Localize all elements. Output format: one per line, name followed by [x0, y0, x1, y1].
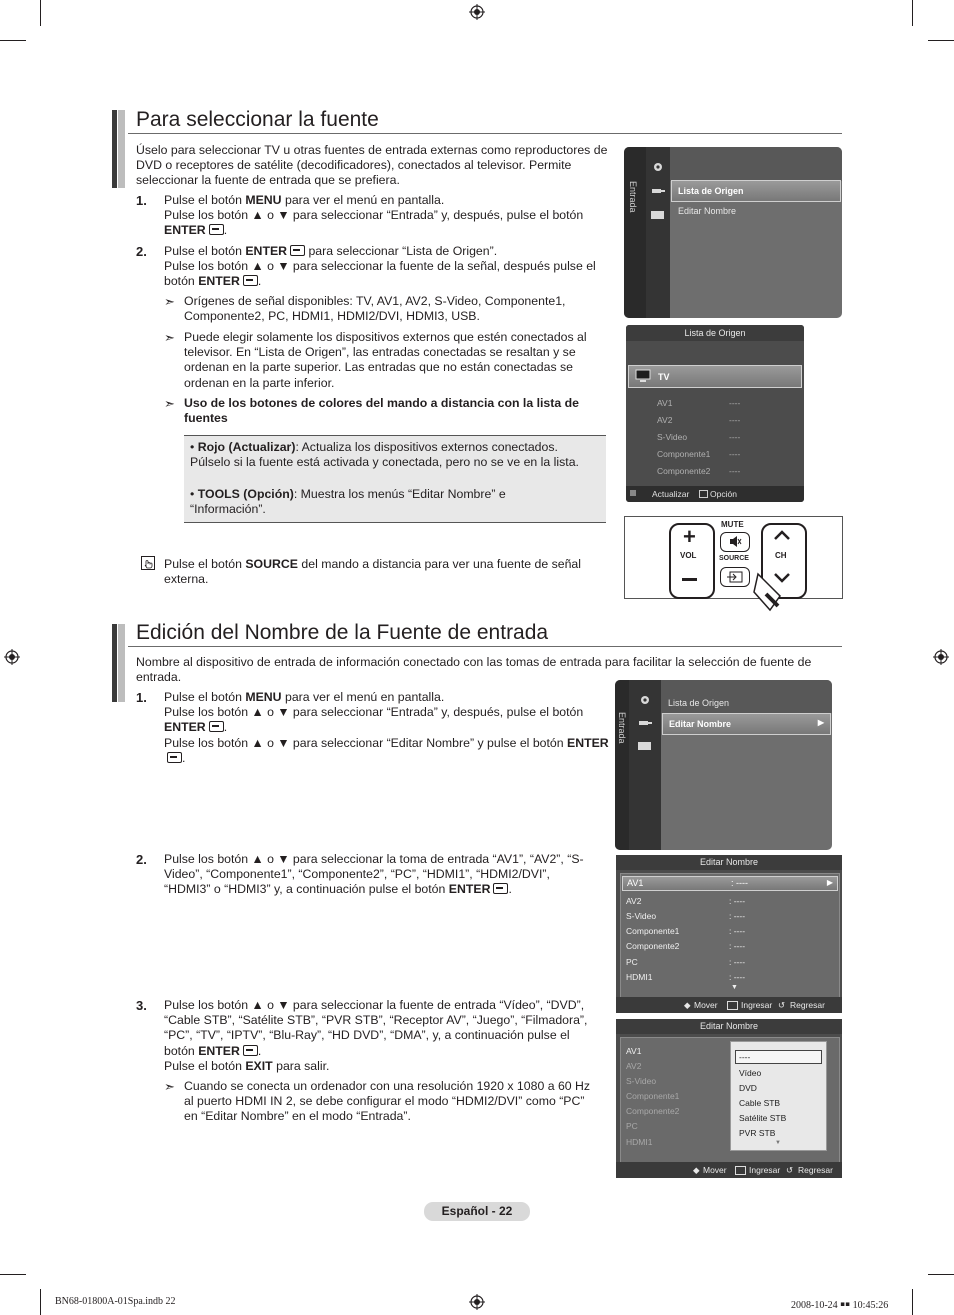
note-arrow-icon: ➣ — [164, 330, 175, 345]
source-list-title: Lista de Origen — [626, 325, 804, 341]
note-arrow-icon: ➣ — [164, 396, 175, 411]
section-title: Para seleccionar la fuente — [136, 108, 379, 131]
ch-label: CH — [775, 551, 787, 560]
input-plug-icon — [650, 185, 666, 197]
crop-mark — [0, 40, 26, 41]
step-number: 2. — [136, 852, 147, 867]
editar-row[interactable]: PC — [626, 1121, 638, 1131]
editar-row[interactable]: Componente2 — [626, 1106, 680, 1116]
source-list-footer: Actualizar Opción — [626, 486, 804, 502]
scroll-down-icon[interactable]: ▼ — [731, 984, 738, 991]
crop-mark — [928, 40, 954, 41]
step-line: Pulse el botón MENU para ver el menú en pantalla. — [164, 690, 445, 704]
ch-up-icon[interactable] — [773, 529, 791, 541]
info-item: • TOOLS (Opción): Muestra los menús “Editar Nombre” e “Información”. — [190, 487, 506, 517]
vol-label: VOL — [680, 551, 697, 560]
step-line: Pulse los botón ▲ o ▼ para seleccionar la fuente de entrada “Vídeo”, “DVD”, “Cable STB”, “Satélite STB”, “PVR STB”, “Receptor AV”, “Juego”, “Filmadora”, “PC”, “TV”, “IPTV”, “Blu-Ray”, “HD DVD”, “DMA”, y, a continuación pulse el botón ENTER . — [164, 998, 588, 1058]
menu-top-band — [670, 147, 842, 181]
step-text — [164, 244, 612, 290]
editar-row[interactable]: HDMI1 : ---- — [626, 972, 746, 982]
registration-mark-icon — [4, 649, 20, 665]
enter-icon — [727, 1001, 738, 1010]
source-row[interactable]: AV2 ---- — [657, 415, 741, 425]
note-text: Puede elegir solamente los dispositivos externos que estén conectados al televisor. En “Lista de Origen”, las entradas conectadas se resaltan y se ordenan en la parte superior. Las entradas que no están conectadas se ordenan en la parte inferior. — [184, 330, 587, 390]
return-icon: ↺ — [778, 1000, 786, 1010]
move-icon: ◆ — [693, 1165, 700, 1175]
step-number: 3. — [136, 998, 147, 1013]
editar-row[interactable]: AV1 — [626, 1046, 642, 1056]
section-title: Edición del Nombre de la Fuente de entrada — [136, 621, 549, 644]
step-line: Pulse los botón ▲ o ▼ para seleccionar “Entrada” y, después, pulse el botón ENTER . — [164, 705, 584, 735]
menu-top-band — [661, 680, 832, 713]
red-button-icon — [630, 490, 636, 496]
editar-nombre-footer: ◆ Mover Ingresar ↺ Regresar — [616, 1162, 842, 1178]
screen-icon — [637, 740, 653, 752]
editar-row[interactable]: HDMI1 — [626, 1137, 653, 1147]
arrow-right-icon: ▶ — [826, 878, 833, 887]
enter-icon — [243, 1045, 258, 1056]
note-arrow-icon: ➣ — [164, 1079, 175, 1094]
dropdown-selected[interactable]: ---- — [735, 1050, 822, 1064]
heading-bar — [112, 624, 117, 702]
enter-icon — [209, 224, 224, 235]
step-line: Pulse los botón ▲ o ▼ para seleccionar la fuente de la señal, después pulse el botón ENTER . — [164, 259, 596, 289]
arrow-right-icon: ▶ — [817, 718, 824, 727]
gear-icon — [650, 161, 666, 173]
editar-row[interactable]: Componente1 — [626, 1091, 680, 1101]
step-text — [164, 690, 610, 766]
vol-plus-icon[interactable]: + — [683, 524, 696, 549]
step-line: Pulse el botón EXIT para salir. — [164, 1058, 330, 1073]
editar-row[interactable]: S-Video : ---- — [626, 911, 746, 921]
mute-label: MUTE — [721, 520, 744, 529]
tools-icon — [699, 490, 708, 498]
vol-minus-icon[interactable] — [682, 578, 697, 581]
crop-mark — [928, 1274, 954, 1275]
heading-rule — [128, 133, 842, 134]
source-item-tv[interactable]: TV — [628, 365, 802, 388]
source-row[interactable]: Componente1 ---- — [657, 449, 741, 459]
enter-icon — [209, 721, 224, 732]
editar-row[interactable]: AV2 : ---- — [626, 896, 746, 906]
step-number: 2. — [136, 244, 147, 259]
mute-button[interactable] — [720, 532, 750, 552]
gear-icon — [637, 694, 653, 706]
editar-nombre-title: Editar Nombre — [616, 1019, 842, 1034]
editar-nombre-list — [620, 873, 840, 998]
menu-item-editar-nombre[interactable]: Editar Nombre — [678, 206, 737, 216]
menu-side-label: Entrada — [617, 712, 627, 744]
menu-item-lista-de-origen[interactable]: Lista de Origen — [671, 180, 841, 202]
print-file-info: BN68-01800A-01Spa.indb 22 — [55, 1296, 176, 1307]
editar-row[interactable]: S-Video — [626, 1076, 657, 1086]
page-number: Español - 22 — [424, 1202, 530, 1221]
menu-sidebar — [624, 147, 646, 318]
source-row[interactable]: S-Video ---- — [657, 432, 741, 442]
source-button[interactable] — [720, 567, 750, 587]
heading-bar — [118, 624, 125, 702]
step-line: Pulse el botón MENU para ver el menú en pantalla. — [164, 193, 445, 207]
enter-icon — [243, 275, 258, 286]
step-text: Pulse los botón ▲ o ▼ para seleccionar la toma de entrada “AV1”, “AV2”, “S-Video”, “Componente1”, “Componente2”, “PC”, “HDMI1”, “HDMI2/DVI”, “HDMI3” o “HDMI3” y, a continuación pulse el botón ENTER . — [164, 852, 584, 897]
menu-sidebar — [615, 680, 629, 850]
step-line: Pulse el botón ENTER para seleccionar “Lista de Origen”. — [164, 244, 498, 258]
step-text — [164, 998, 594, 1074]
registration-mark-icon — [469, 1294, 485, 1310]
heading-bar — [112, 110, 117, 188]
menu-item-lista-de-origen[interactable]: Lista de Origen — [668, 698, 730, 708]
osd-editar-nombre — [616, 855, 842, 1013]
name-dropdown — [730, 1041, 827, 1151]
note-arrow-icon: ➣ — [164, 294, 175, 309]
intro-text: Nombre al dispositivo de entrada de información conectado con las tomas de entrada para facilitar la selección de fuente de entrada. — [136, 655, 812, 685]
crop-mark — [912, 1289, 913, 1315]
note-text: Cuando se conecta un ordenador con una resolución 1920 x 1080 a 60 Hz al puerto HDMI IN 2, se debe configurar el modo “HDMI2/DVI” como “PC” en “Editar Nombre” en el modo “Entrada”. — [184, 1079, 591, 1124]
osd-entrada-menu — [624, 147, 842, 318]
note-text: Orígenes de señal disponibles: TV, AV1, AV2, S-Video, Componente1, Componente2, PC, HDMI1, HDMI2/DVI, HDMI3, USB. — [184, 294, 566, 324]
source-icon — [727, 571, 743, 583]
osd-source-list — [626, 325, 804, 502]
dropdown-option[interactable]: DVD — [739, 1083, 757, 1093]
enter-icon — [167, 752, 182, 763]
pointer-hand-icon — [752, 572, 786, 612]
editar-row[interactable]: Componente2 : ---- — [626, 941, 746, 951]
source-label: SOURCE — [719, 555, 749, 562]
dropdown-option[interactable]: PVR STB — [739, 1128, 776, 1138]
scroll-down-icon[interactable]: ▼ — [775, 1140, 781, 1146]
dropdown-option[interactable]: Vídeo — [739, 1068, 762, 1078]
dropdown-option[interactable]: Cable STB — [739, 1098, 781, 1108]
intro-text: Úselo para seleccionar TV u otras fuentes de entrada externas como reproductores de DVD o receptores de satélite (decodificadores), conectados al televisor. Permite seleccionar la fuente de entrada que se prefiera. — [136, 143, 608, 188]
print-timestamp: 2008-10-24 ￭￭ 10:45:26 — [791, 1300, 889, 1311]
registration-mark-icon — [469, 4, 485, 20]
tip-text: Pulse el botón SOURCE del mando a distancia para ver una fuente de señal externa. — [164, 557, 582, 587]
menu-item-editar-nombre[interactable]: Editar Nombre ▶ — [662, 713, 831, 735]
crop-mark — [912, 0, 913, 26]
osd-editar-nombre-dropdown — [616, 1019, 842, 1178]
editar-nombre-title: Editar Nombre — [616, 855, 842, 870]
step-line: Pulse los botón ▲ o ▼ para seleccionar “Entrada” y, después, pulse el botón ENTER . — [164, 208, 584, 238]
note-text: Uso de los botones de colores del mando a distancia con la lista de fuentes — [184, 396, 579, 426]
info-box — [184, 435, 606, 523]
enter-icon — [290, 245, 305, 256]
menu-side-label: Entrada — [628, 181, 638, 213]
enter-icon — [493, 883, 508, 894]
step-number: 1. — [136, 690, 147, 705]
heading-rule — [128, 646, 842, 647]
info-item: • Rojo (Actualizar): Actualiza los dispositivos externos conectados. Púlselo si la fuente está activada y conectada, pero no se ve en la lista. — [190, 440, 579, 470]
tv-icon — [635, 369, 651, 383]
crop-mark — [40, 0, 41, 26]
step-number: 1. — [136, 193, 147, 208]
editar-row-selected[interactable]: AV1 : ---- ▶ — [622, 876, 838, 891]
editar-row[interactable]: PC : ---- — [626, 957, 746, 967]
registration-mark-icon — [933, 649, 949, 665]
return-icon: ↺ — [786, 1165, 794, 1175]
mute-icon — [728, 535, 742, 548]
hand-note-icon — [141, 556, 155, 570]
remote-control-illustration — [624, 516, 843, 599]
source-row[interactable]: Componente2 ---- — [657, 466, 741, 476]
crop-mark — [0, 1274, 26, 1275]
enter-icon — [735, 1166, 746, 1175]
heading-bar — [118, 110, 125, 188]
source-row[interactable]: AV1 ---- — [657, 398, 741, 408]
editar-row[interactable]: Componente1 : ---- — [626, 926, 746, 936]
dropdown-option[interactable]: Satélite STB — [739, 1113, 787, 1123]
step-text — [164, 193, 614, 239]
screen-icon — [650, 209, 666, 221]
input-plug-icon — [637, 717, 653, 729]
move-icon: ◆ — [684, 1000, 691, 1010]
editar-row[interactable]: AV2 — [626, 1061, 642, 1071]
editar-nombre-footer: ◆ Mover Ingresar ↺ Regresar — [616, 997, 842, 1013]
crop-mark — [40, 1289, 41, 1315]
osd-entrada-menu — [615, 680, 832, 850]
step-line: Pulse los botón ▲ o ▼ para seleccionar “Editar Nombre” y pulse el botón ENTER. — [164, 735, 609, 765]
